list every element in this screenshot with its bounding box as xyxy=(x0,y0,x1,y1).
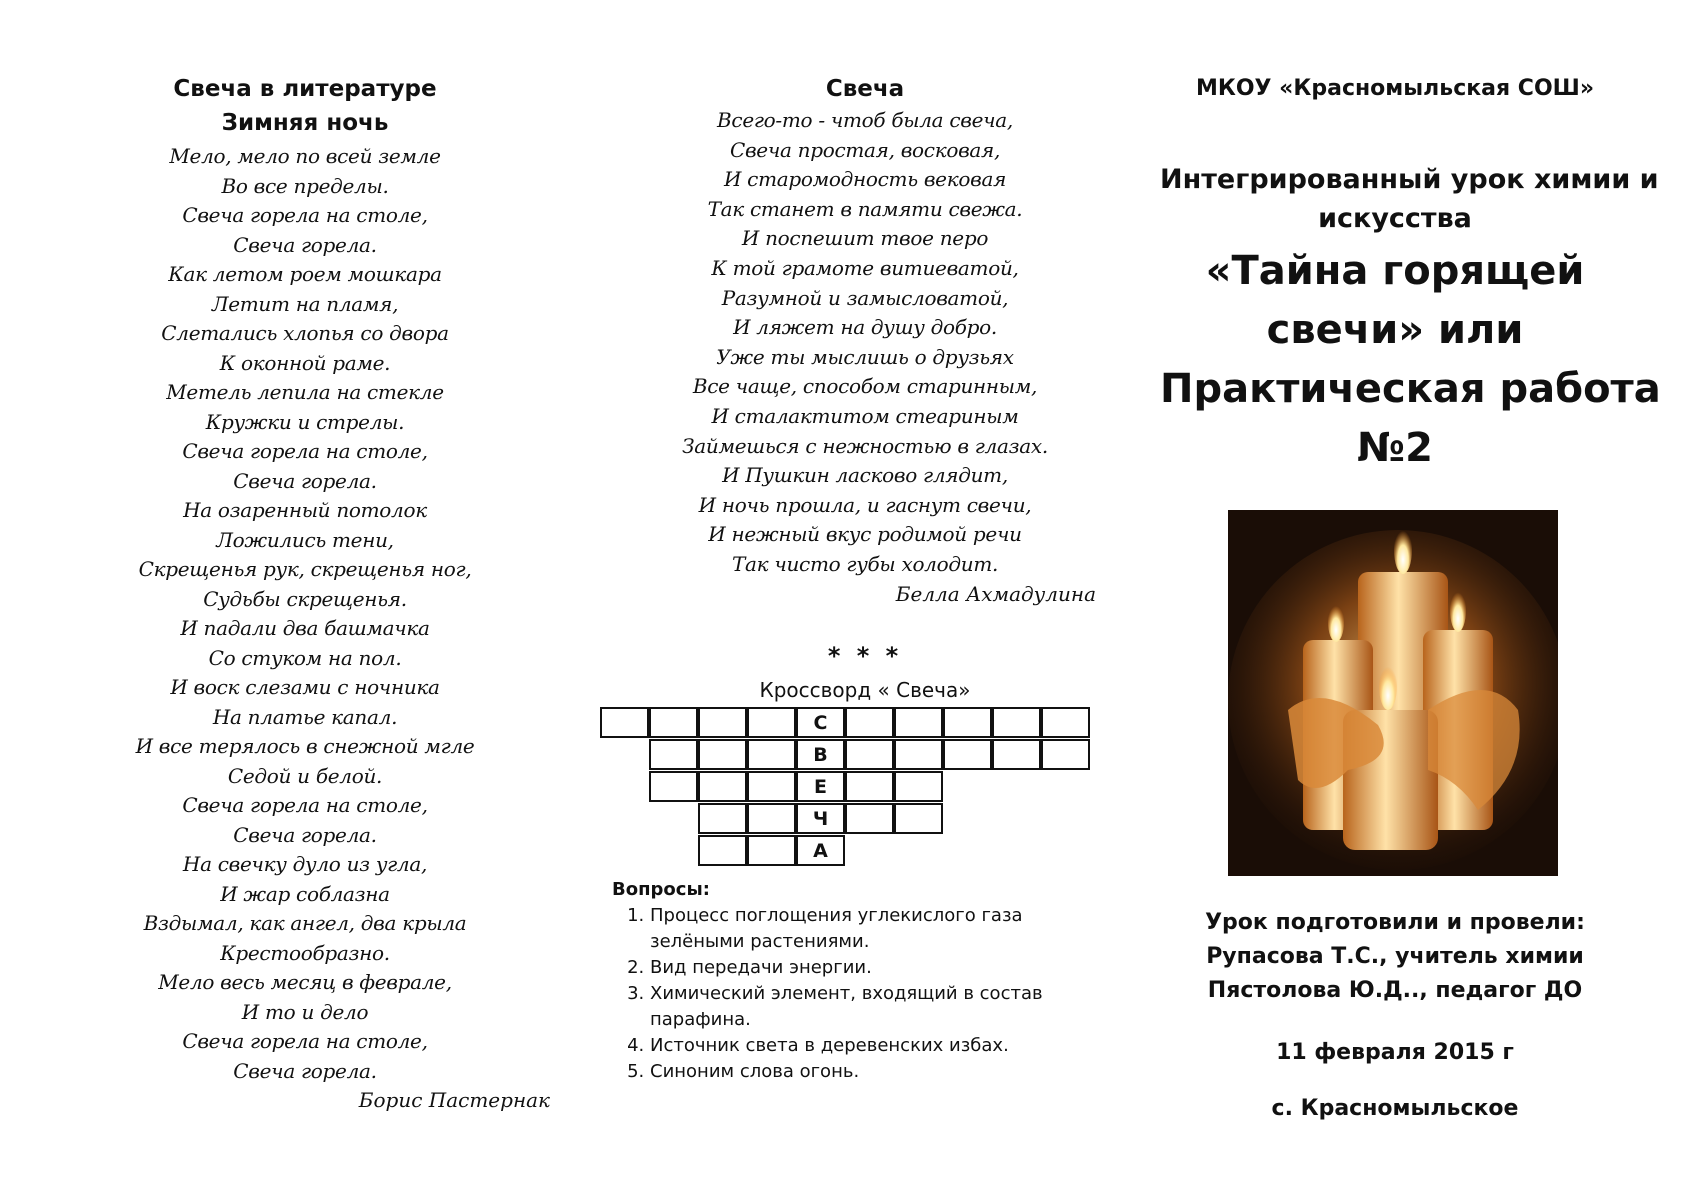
crossword-cell xyxy=(845,803,894,834)
crossword-cell xyxy=(747,707,796,738)
poem-line: И поспешит твое перо xyxy=(741,226,989,251)
poem-line: Слетались хлопья со двора xyxy=(161,321,449,345)
title-line: Практическая работа xyxy=(1160,366,1661,412)
crossword-cell xyxy=(747,835,796,866)
lesson-date: 11 февраля 2015 г xyxy=(1276,1040,1514,1065)
credits-line: Рупасова Т.С., учитель химии xyxy=(1206,944,1584,969)
crossword-key-cell: А xyxy=(796,835,845,866)
question-item: 5. Синоним слова огонь. xyxy=(650,1059,1092,1085)
lesson-title xyxy=(1160,242,1661,478)
credits-line: Урок подготовили и провели: xyxy=(1205,910,1585,935)
poem-line: Мело весь месяц в феврале, xyxy=(158,970,452,994)
poem-line: Все чаще, способом старинным, xyxy=(692,374,1038,399)
school-name: МКОУ «Красномыльская СОШ» xyxy=(1195,76,1595,101)
poem-line: И падали два башмачка xyxy=(180,616,430,640)
poem-line: Свеча горела на столе, xyxy=(182,439,428,463)
poem-line: И воск слезами с ночника xyxy=(170,675,440,699)
crossword-cell xyxy=(845,739,894,770)
crossword-title: Кроссворд « Свеча» xyxy=(759,678,971,702)
credits xyxy=(1160,906,1630,1008)
poem-line: Свеча горела. xyxy=(233,232,377,257)
crossword-questions xyxy=(612,877,1092,1085)
poem-line: Мело, мело по всей земле xyxy=(169,144,441,168)
title-line: №2 xyxy=(1357,425,1433,471)
poem-line: Судьбы скрещенья. xyxy=(203,586,407,611)
title-line: свечи» или xyxy=(1266,307,1524,353)
poem-line: И жар соблазна xyxy=(220,881,390,906)
crossword-key-cell: Е xyxy=(796,771,845,802)
poem-author: Борис Пастернак xyxy=(358,1088,550,1112)
poem-line: Свеча горела. xyxy=(233,468,377,493)
poem-line: Займешься с нежностью в глазах. xyxy=(682,433,1048,458)
poem-line: Ложились тени, xyxy=(216,527,394,552)
crossword-cell xyxy=(698,739,747,770)
poem-line: Вздымал, как ангел, два крыла xyxy=(143,911,467,935)
question-item: 3. Химический элемент, входящий в состав парафина. xyxy=(650,981,1092,1033)
poem-line: Со стуком на пол. xyxy=(208,645,402,670)
candle-poem-column xyxy=(640,0,1096,609)
crossword-cell xyxy=(698,803,747,834)
title-line: «Тайна горящей xyxy=(1205,248,1585,294)
crossword-cell xyxy=(698,707,747,738)
lesson-line: искусства xyxy=(1318,203,1472,234)
cover-column xyxy=(1160,0,1661,478)
poem-line: На озаренный потолок xyxy=(183,498,427,522)
crossword-cell xyxy=(894,739,943,770)
poem-line: На свечку дуло из угла, xyxy=(182,852,428,876)
crossword-cell xyxy=(649,771,698,802)
crossword-cell xyxy=(1041,707,1090,738)
question-item: 2. Вид передачи энергии. xyxy=(650,955,1092,981)
literature-column xyxy=(100,0,550,1115)
crossword-cell xyxy=(698,771,747,802)
poem-line: И ночь прошла, и гаснут свечи, xyxy=(698,492,1032,517)
crossword-cell xyxy=(845,707,894,738)
crossword-cell xyxy=(894,803,943,834)
poem-line: Свеча горела на столе, xyxy=(182,203,428,227)
poem-line: Метель лепила на стекле xyxy=(166,380,444,404)
poem-line: Свеча горела. xyxy=(233,1058,377,1083)
poem-line: Разумной и замысловатой, xyxy=(721,285,1009,310)
credits-line: Пястолова Ю.Д.., педагог ДО xyxy=(1207,978,1583,1003)
question-item: 4. Источник света в деревенских избах. xyxy=(650,1033,1092,1059)
section-heading: Свеча в литературе xyxy=(173,76,437,102)
poem-lines xyxy=(640,106,1090,580)
crossword-cell xyxy=(992,707,1041,738)
crossword-cell xyxy=(845,771,894,802)
poem-author: Белла Ахмадулина xyxy=(895,581,1096,606)
questions-heading: Вопросы: xyxy=(612,879,710,900)
poem-line: Уже ты мыслишь о друзьях xyxy=(716,344,1014,369)
poem-line: Так чисто губы холодит. xyxy=(731,551,999,576)
poem-line: Во все пределы. xyxy=(221,173,389,198)
crossword-key-cell: Ч xyxy=(796,803,845,834)
section-separator: * * * xyxy=(827,642,903,670)
poem-line: Скрещенья рук, скрещенья ног, xyxy=(138,557,472,581)
crossword-key-cell: В xyxy=(796,739,845,770)
poem-line: И все терялось в снежной мгле xyxy=(135,734,475,758)
crossword-cell xyxy=(1041,739,1090,770)
crossword-cell xyxy=(747,739,796,770)
crossword-cell xyxy=(747,803,796,834)
poem-line: Свеча горела на столе, xyxy=(182,793,428,817)
poem-line: Свеча простая, восковая, xyxy=(729,137,1001,162)
poem-line: И Пушкин ласково глядит, xyxy=(722,463,1008,488)
crossword-cell xyxy=(649,739,698,770)
poem-line: Свеча горела на столе, xyxy=(182,1029,428,1053)
crossword-cell xyxy=(747,771,796,802)
crossword-cell xyxy=(894,707,943,738)
poem-title: Свеча xyxy=(825,76,905,102)
poem-line: Седой и белой. xyxy=(227,763,383,788)
poem-title: Зимняя ночь xyxy=(221,110,389,136)
poem-line: К оконной раме. xyxy=(219,350,391,375)
poem-line: Крестообразно. xyxy=(220,940,390,965)
lesson-line: Интегрированный урок химии и xyxy=(1160,164,1659,195)
poem-line: Так станет в памяти свежа. xyxy=(707,196,1023,221)
poem-line: Всего-то - чтоб была свеча, xyxy=(717,108,1013,132)
question-item: 1. Процесс поглощения углекислого газа зелёными растениями. xyxy=(650,903,1092,955)
poem-line: И нежный вкус родимой речи xyxy=(708,522,1022,547)
poem-line: Как летом роем мошкара xyxy=(168,262,442,286)
crossword-key-cell: С xyxy=(796,707,845,738)
candles-illustration xyxy=(1228,510,1558,876)
poem-line: И старомодность вековая xyxy=(723,167,1007,192)
poem-line: К той грамоте витиеватой, xyxy=(711,255,1019,280)
poem-line: Летит на пламя, xyxy=(211,291,399,316)
crossword-cell xyxy=(894,771,943,802)
crossword-cell xyxy=(600,707,649,738)
crossword-cell xyxy=(943,739,992,770)
poem-line: На платье капал. xyxy=(212,704,398,729)
crossword-cell xyxy=(943,707,992,738)
lesson-type xyxy=(1160,160,1659,238)
poem-line: Кружки и стрелы. xyxy=(205,409,405,434)
candles-image xyxy=(1228,510,1558,876)
crossword-cell xyxy=(698,835,747,866)
crossword-cell xyxy=(992,739,1041,770)
poem-line: И ляжет на душу добро. xyxy=(733,315,997,340)
poem-line: И сталактитом стеариным xyxy=(711,403,1019,428)
poem-line: И то и дело xyxy=(241,999,369,1024)
poem-lines xyxy=(100,142,510,1086)
crossword-cell xyxy=(649,707,698,738)
poem-line: Свеча горела. xyxy=(233,822,377,847)
questions-list xyxy=(612,903,1092,1085)
lesson-place: с. Красномыльское xyxy=(1271,1096,1519,1121)
